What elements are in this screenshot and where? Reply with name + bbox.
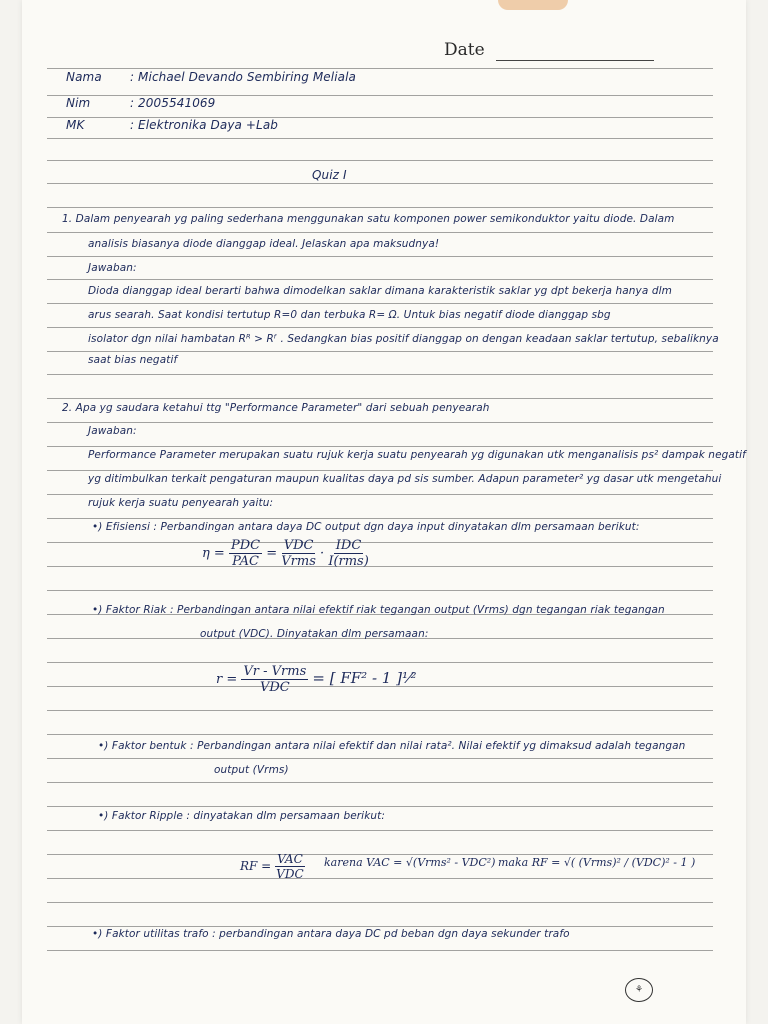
q2-line: rujuk kerja suatu penyearah yaitu: xyxy=(88,497,274,509)
efisiensi-line: •) Efisiensi : Perbandingan antara daya DC output dgn daya input dinyatakan dlm persamaan berikut: xyxy=(92,521,640,533)
eta-symbol: η = xyxy=(202,546,225,561)
page-stamp: ⚘ xyxy=(625,978,653,1002)
q2-line: 2. Apa yg saudara ketahui ttg "Performance Parameter" dari sebuah penyearah xyxy=(62,402,490,414)
q1-line: isolator dgn nilai hambatan Rᴿ > Rᶠ . Sedangkan bias positif dianggap on dengan keadaan saklar tertutup, sebaliknya xyxy=(88,333,719,345)
q1-line: analisis biasanya diode dianggap ideal. Jelaskan apa maksudnya! xyxy=(88,238,440,250)
q2-line: Performance Parameter merupakan suatu rujuk kerja suatu penyearah yg digunakan utk menganalisis ps² dampak negatif xyxy=(88,449,746,461)
nim-value: : 2005541069 xyxy=(130,96,216,110)
date-label: Date xyxy=(444,40,485,60)
q2-answer-label: Jawaban: xyxy=(88,425,137,437)
mk-value: : Elektronika Daya +Lab xyxy=(130,118,279,132)
q1-line: arus searah. Saat kondisi tertutup R=0 dan terbuka R= Ω. Untuk bias negatif diode dianggap sbg xyxy=(88,309,611,321)
vac-definition: karena VAC = √(Vrms² - VDC²) xyxy=(324,856,496,869)
name-value: : Michael Devando Sembiring Meliala xyxy=(130,70,356,84)
q2-line: yg ditimbulkan terkait pengaturan maupun kualitas daya pd sis sumber. Adapun parameter² yg dasar utk mengetahui xyxy=(88,473,722,485)
nim-label: Nim xyxy=(66,96,91,110)
name-label: Nama xyxy=(66,70,102,84)
idc-irms-fraction: $\frac{\text{IDC}}{\text{I(rms)}}$ xyxy=(328,538,369,569)
faktor-riak-line: •) Faktor Riak : Perbandingan antara nilai efektif riak tegangan output (Vrms) dgn tegangan riak tegangan xyxy=(92,604,665,616)
q1-line: saat bias negatif xyxy=(88,354,178,366)
rf-result: maka RF = √( (Vrms)² / (VDC)² - 1 ) xyxy=(498,856,696,869)
pdc-pac-fraction: $\frac{\text{PDC}}{\text{PAC}}$ xyxy=(230,538,261,569)
faktor-riak-line: output (VDC). Dinyatakan dlm persamaan: xyxy=(200,628,429,640)
q1-line: 1. Dalam penyearah yg paling sederhana menggunakan satu komponen power semikonduktor yaitu diode. Dalam xyxy=(62,213,675,225)
paper-stain xyxy=(498,0,568,10)
rf-formula: RF = $\frac{\text{VAC}}{\text{VDC}}$ xyxy=(240,852,304,881)
quiz-title: Quiz I xyxy=(312,168,347,182)
efficiency-formula: η = $\frac{\text{PDC}}{\text{PAC}}$ = $\frac{\text{VDC}}{\text{Vrms}}$ · $\frac{\text{IDC}}{\text{I(rms)}}$ xyxy=(202,538,369,569)
q1-line: Dioda dianggap ideal berarti bahwa dimodelkan saklar dimana karakteristik saklar yg dpt bekerja hanya dlm xyxy=(88,285,672,297)
mk-label: MK xyxy=(66,118,85,132)
ripple-factor-formula: r = $\frac{\text{Vr - Vrms}}{\text{VDC}}$ = [ FF² - 1 ]¹⁄² xyxy=(216,664,417,695)
q1-answer-label: Jawaban: xyxy=(88,262,137,274)
faktor-bentuk-line: •) Faktor bentuk : Perbandingan antara nilai efektif dan nilai rata². Nilai efektif yg dimaksud adalah tegangan xyxy=(98,740,686,752)
notebook-page xyxy=(22,0,746,1024)
faktor-bentuk-line: output (Vrms) xyxy=(214,764,289,776)
faktor-ripple-line: •) Faktor Ripple : dinyatakan dlm persamaan berikut: xyxy=(98,810,385,822)
vdc-vrms-fraction: $\frac{\text{VDC}}{\text{Vrms}}$ xyxy=(281,538,316,569)
date-line xyxy=(496,60,654,61)
faktor-utilitas-line: •) Faktor utilitas trafo : perbandingan antara daya DC pd beban dgn daya sekunder trafo xyxy=(92,928,570,940)
